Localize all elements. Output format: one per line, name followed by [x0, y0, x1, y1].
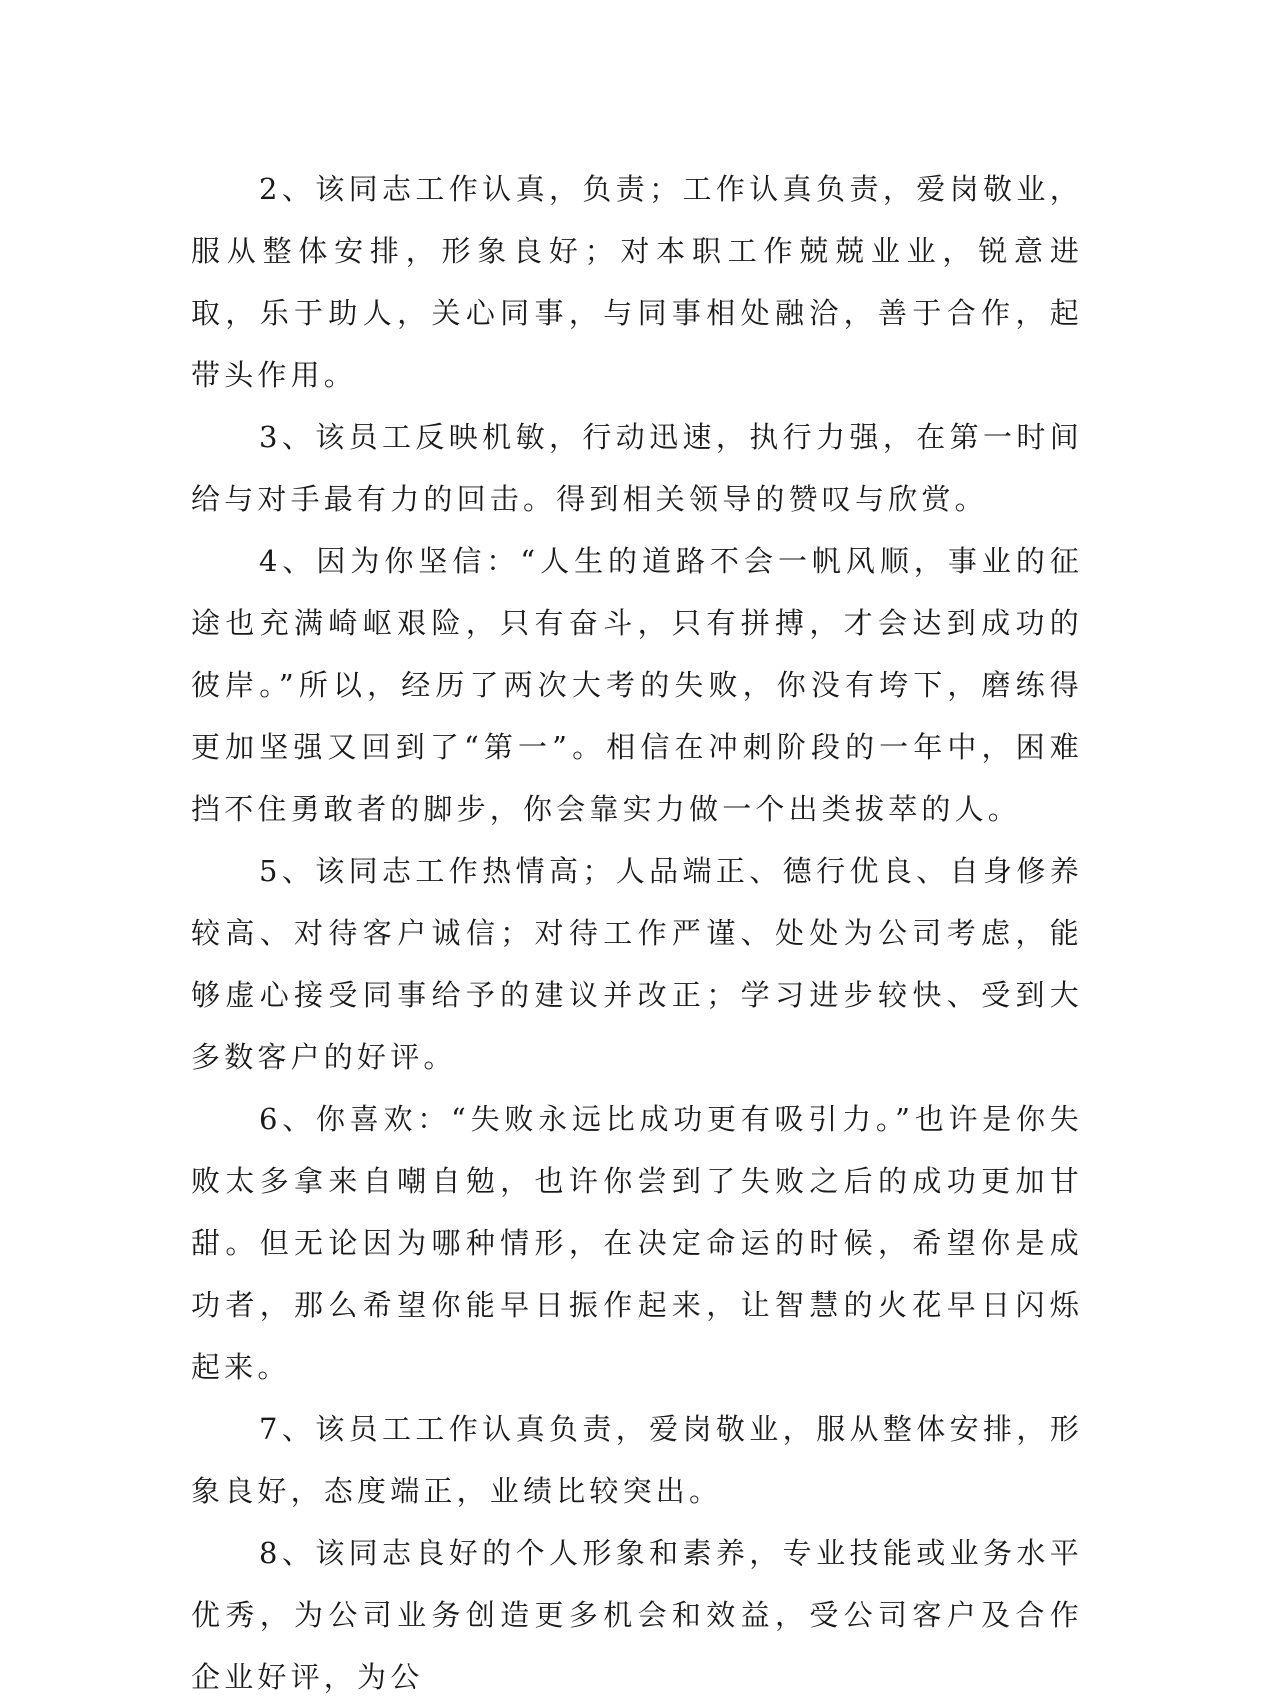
paragraph-item-8: 8、该同志良好的个人形象和素养，专业技能或业务水平优秀，为公司业务创造更多机会和效益，受公司客户及合作企业好评，为公 — [191, 1536, 1083, 1694]
paragraph-item-7: 7、该员工工作认真负责，爱岗敬业，服从整体安排，形象良好，态度端正，业绩比较突出。 — [191, 1412, 1083, 1508]
paragraph-item-2: 2、该同志工作认真，负责；工作认真负责，爱岗敬业，服从整体安排，形象良好；对本职工作兢兢业业，锐意进取，乐于助人，关心同事，与同事相处融洽，善于合作，起带头作用。 — [191, 172, 1083, 392]
paragraph-item-4: 4、因为你坚信：“人生的道路不会一帆风顺，事业的征途也充满崎岖艰险，只有奋斗，只有拼搏，才会达到成功的彼岸。”所以，经历了两次大考的失败，你没有垮下，磨练得更加坚强又回到了“第一”。相信在冲刺阶段的一年中，困难挡不住勇敢者的脚步，你会靠实力做一个出类拔萃的人。 — [191, 544, 1083, 826]
paragraph-item-6: 6、你喜欢：“失败永远比成功更有吸引力。”也许是你失败太多拿来自嘲自勉，也许你尝到了失败之后的成功更加甘甜。但无论因为哪种情形，在决定命运的时候，希望你是成功者，那么希望你能早日振作起来，让智慧的火花早日闪烁起来。 — [191, 1102, 1083, 1384]
paragraph-item-5: 5、该同志工作热情高；人品端正、德行优良、自身修养较高、对待客户诚信；对待工作严谨、处处为公司考虑，能够虚心接受同事给予的建议并改正；学习进步较快、受到大多数客户的好评。 — [191, 854, 1083, 1074]
document-body — [191, 158, 1083, 1708]
paragraph-item-3: 3、该员工反映机敏，行动迅速，执行力强，在第一时间给与对手最有力的回击。得到相关领导的赞叹与欣赏。 — [191, 420, 1083, 516]
